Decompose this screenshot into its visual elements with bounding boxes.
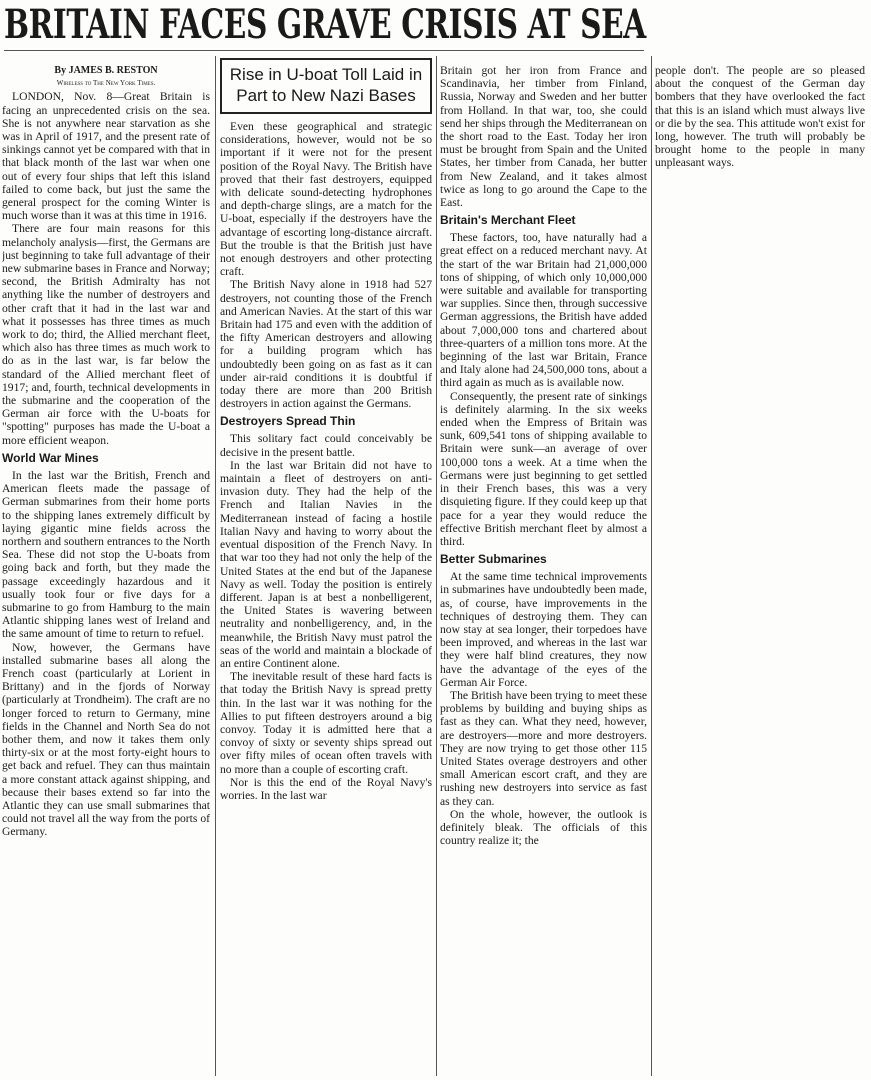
paragraph: LONDON, Nov. 8—Great Britain is facing an unprecedented crisis on the sea. She is not anywhere near starvation as she was in April of 1917, and the present rate of sinkings cannot yet be compared with that in that black month of the last war when one out of every four ships that left this island failed to come back, but just the same the general prospect for the coming Winter is much worse than it was at this time in 1916. <box>2 90 210 223</box>
paragraph: Nor is this the end of the Royal Navy's worries. In the last war <box>220 775 432 802</box>
headline-rule <box>4 50 644 51</box>
paragraph: people don't. The people are so pleased about the conquest of the German day bombers that they have overlooked the fact that this is an island which must always live or die by the sea. This attitude won't exist for long, however. The truth will probably be brought home to the people in many unpleasant ways. <box>655 64 865 170</box>
paragraph: The inevitable result of these hard facts is that today the British Navy is spread pretty thin. In the last war it was nothing for the Allies to put fifteen destroyers around a big convoy. Today it is admitted here that a convoy of sixty or seventy ships spread out over fifty miles of ocean often travels with no more than a couple of escorting craft. <box>220 670 432 776</box>
paragraph: In the last war Britain did not have to maintain a fleet of destroyers on anti-invasion duty. They had the help of the French and Italian Navies in the Mediterranean instead of facing a hostile Italian Navy and having to worry about the eventual disposition of the French Navy. In that war too they had not only the help of the United States at the end but of the Japanese Navy as well. Today the position is entirely different. Japan is at best a nonbelligerent, the United States is wavering between neutrality and nonbelligerency, and, in the meanwhile, the British Navy must patrol the seas of the world and maintain a blockade of an entire Continent alone. <box>220 458 432 670</box>
paragraph: The British Navy alone in 1918 had 527 destroyers, not counting those of the French and American Navies. At the start of this war Britain had 175 and even with the addition of the fifty American destroyers and allowing for a building program which has undoubtedly been going on as fast as it can under air-raid conditions it is doubtful if today there are more than 200 British destroyers in action against the Germans. <box>220 278 432 411</box>
paragraph: In the last war the British, French and American fleets made the passage of German submarines from their home ports to the shipping lanes extremely difficult by laying gigantic mine fields across the northern and southern entrances to the North Sea. These did not stop the U-boats from going back and forth, but they made the passage exceedingly hazardous and it usually took four or five days for a submarine to go from Hamburg to the main Atlantic shipping lanes west of Ireland and the same amount of time to return to refuel. <box>2 468 210 641</box>
paragraph: Now, however, the Germans have installed submarine bases all along the French coast (particularly at Lorient in Brittany) and in the fjords of Norway (particularly at Trondheim). The craft are no longer forced to return to Germany, mine fields in the Channel and North Sea do not bother them, and now it takes them only thirty-six or at the most forty-eight hours to get back and refuel. They can thus maintain a more constant attack against shipping, and because their bases extend so far into the Atlantic they can use small submarines that could not travel all the way from the ports of Germany. <box>2 640 210 839</box>
paragraph: These factors, too, have naturally had a great effect on a reduced merchant navy. At the start of the war Britain had 21,000,000 tons of shipping, of which only 10,000,000 were suitable and available for transporting war supplies. Since then, through successive German aggressions, the British have added about 7,000,000 tons and chartered about three-quarters of a million tons more. At the beginning of the last war Britain, France and Italy alone had 24,500,000 tons, about a third again as much as is available now. <box>440 231 647 390</box>
paragraph: Britain got her iron from France and Scandinavia, her timber from Finland, Russia, Norway and Sweden and her butter from Holland. In that war, too, she could send her ships through the Mediterranean on the short road to the East. Today her iron must be brought from Spain and the United States, her timber from Canada, her butter from New Zealand, and it takes almost twice as long to go around the Cape to the East. <box>440 64 647 210</box>
subheadline-box: Rise in U-boat Toll Laid in Part to New Nazi Bases <box>220 58 432 114</box>
paragraph: This solitary fact could conceivably be decisive in the present battle. <box>220 432 432 459</box>
column-2 <box>220 58 432 1078</box>
section-heading: Britain's Merchant Fleet <box>440 213 576 228</box>
byline: By JAMES B. RESTON <box>54 65 158 76</box>
paragraph: On the whole, however, the outlook is definitely bleak. The officials of this country realize it; the <box>440 807 647 848</box>
paragraph: There are four main reasons for this melancholy analysis—first, the Germans are just beginning to take full advantage of their new submarine bases in France and Norway; second, the British Admiralty has not anything like the number of destroyers and other craft that it had in the last war and what it possesses has three times as much work to do; third, the Allied merchant fleet, which also has three times as much work to do as in the last war, is far below the standard of the Allied merchant fleet of 1917; and, fourth, technical developments in the submarine and the cooperation of the German air force with the U-boats for "spotting" purposes has made the U-boat a more efficient weapon. <box>2 222 210 447</box>
paragraph: At the same time technical improvements in submarines have undoubtedly been made, as, of course, have improvements in the techniques of destroying them. They can now stay at sea longer, their torpedoes have been improved, and whereas in the last war they were half blind creatures, they now have the advantage of the eyes of the German Air Force. <box>440 570 647 689</box>
section-heading: Destroyers Spread Thin <box>220 414 356 429</box>
section-heading: World War Mines <box>2 450 99 465</box>
paragraph: Even these geographical and strategic considerations, however, would not be so important if it were not for the present position of the Royal Navy. The British have proved that their fast destroyers, equipped with delicate sound-detecting hydrophones and depth-charge slings, are a match for the U-boat, especially if the destroyers have the advantage of escorting long-distance aircraft. But the trouble is that the British just have not enough destroyers and other protecting craft. <box>220 120 432 279</box>
column-4 <box>655 64 865 214</box>
headline: BRITAIN FACES GRAVE CRISIS AT SEA <box>4 1 646 48</box>
paragraph: Consequently, the present rate of sinkings is definitely alarming. In the six weeks ended when the Empress of Britain was sunk, 609,541 tons of shipping available to Britain were sunk—an average of over 100,000 tons a week. At a time when the Germans were just beginning to get settled in their French bases, this was a very disquieting figure. If they could keep up that pace for a year they would reduce the effective British merchant fleet by almost a third. <box>440 389 647 548</box>
paragraph: The British have been trying to meet these problems by building and buying ships as fast as they can. What they need, however, are destroyers—more and more destroyers. They are now trying to get those other 115 United States overage destroyers and other small American escort craft, and they are rushing new destroyers into service as fast as they can. <box>440 688 647 808</box>
column-1 <box>2 64 210 1078</box>
column-3 <box>440 64 647 1078</box>
wire-credit: Wireless to The New York Times. <box>56 79 156 88</box>
column-rule-3 <box>651 56 652 1076</box>
section-heading: Better Submarines <box>440 552 547 567</box>
column-rule-2 <box>436 56 437 1076</box>
column-rule-1 <box>215 56 216 1076</box>
